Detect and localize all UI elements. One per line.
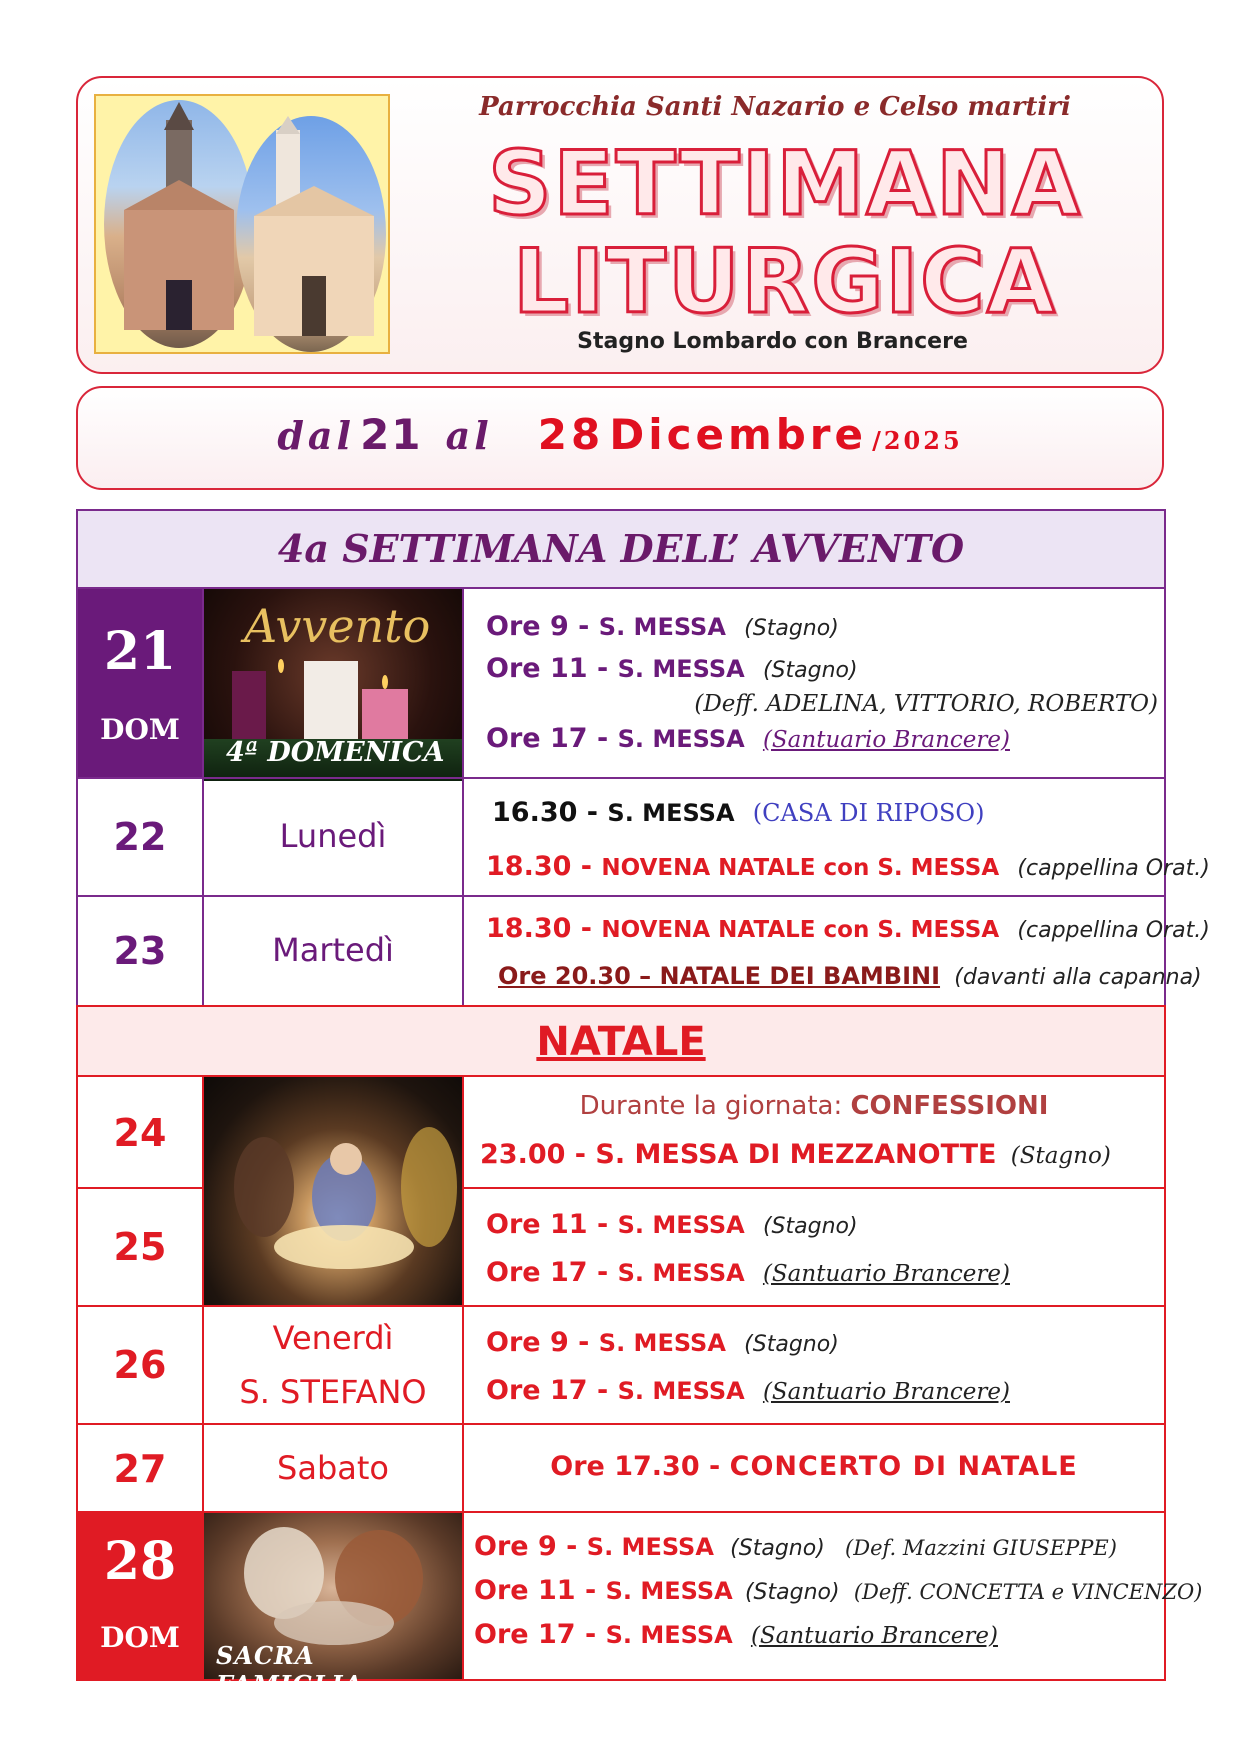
place: (Stagno) xyxy=(1010,1143,1111,1169)
time: Ore 17 xyxy=(474,1619,576,1650)
dash: - xyxy=(699,1451,730,1482)
day-25-number: 25 xyxy=(113,1225,167,1269)
flame-icon xyxy=(278,659,284,673)
day-21-number: 21 xyxy=(103,621,177,682)
dash: - xyxy=(571,851,602,882)
natale-heading-text: NATALE xyxy=(536,1019,706,1065)
place: (davanti alla capanna) xyxy=(954,965,1202,990)
day-24-schedule xyxy=(462,1075,1166,1189)
event: S. MESSA xyxy=(617,1211,745,1239)
dash: - xyxy=(568,611,599,642)
day-28-cell xyxy=(76,1511,204,1681)
candle-2 xyxy=(304,661,358,741)
dash: - xyxy=(587,653,618,684)
time: Ore 11 xyxy=(474,1575,576,1606)
day-23-number: 23 xyxy=(113,929,167,973)
day-23-cell xyxy=(76,895,204,1007)
time: 18.30 xyxy=(486,851,572,882)
flame-icon xyxy=(382,675,388,689)
intentions-note: (Deff. ADELINA, VITTORIO, ROBERTO) xyxy=(694,691,1158,717)
dash: - xyxy=(571,913,602,944)
place: (CASA DI RIPOSO) xyxy=(752,799,985,827)
day-25-schedule xyxy=(462,1187,1166,1307)
time: Ore 9 xyxy=(474,1531,557,1562)
dash: - xyxy=(568,1327,599,1358)
place: (Stagno) xyxy=(744,1580,840,1605)
pre-text: Durante la giornata: xyxy=(579,1091,851,1121)
dash: - xyxy=(577,797,608,828)
advent-image-title: Avvento xyxy=(244,599,431,653)
date-to-word: al xyxy=(445,413,493,458)
event: S. MESSA xyxy=(605,1577,733,1605)
day-26-number: 26 xyxy=(113,1343,167,1387)
day-22-cell xyxy=(76,777,204,897)
day-22-name-cell xyxy=(202,777,464,897)
advent-image-caption: 4ª DOMENICA xyxy=(226,737,445,768)
time: Ore 17.30 xyxy=(550,1451,700,1482)
candle-1 xyxy=(232,671,266,741)
day-24-cell xyxy=(76,1075,204,1189)
event: CONCERTO DI NATALE xyxy=(729,1451,1078,1482)
date-from-day: 21 xyxy=(360,410,423,459)
advent-candles-image xyxy=(202,587,464,779)
intentions-note: (Def. Mazzini GIUSEPPE) xyxy=(845,1536,1117,1560)
time: 16.30 xyxy=(492,797,578,828)
dash: - xyxy=(575,1619,606,1650)
subtitle: Stagno Lombardo con Brancere xyxy=(577,329,968,354)
dash: - xyxy=(575,1575,606,1606)
holy-family-image xyxy=(202,1511,464,1699)
day-27-name-cell xyxy=(202,1423,464,1513)
event: NOVENA NATALE con S. MESSA xyxy=(601,855,1000,881)
day-27-cell xyxy=(76,1423,204,1513)
event: S. MESSA xyxy=(617,1377,745,1405)
event: S. MESSA xyxy=(598,613,726,641)
day-26-schedule xyxy=(462,1305,1166,1425)
day-28-number: 28 xyxy=(103,1531,177,1592)
dash: - xyxy=(556,1531,587,1562)
day-21-cell xyxy=(76,587,204,779)
holy-family-caption: SACRA FAMIGLIA xyxy=(216,1641,364,1699)
day-28-schedule xyxy=(462,1511,1203,1681)
date-month: Dicembre xyxy=(609,410,867,459)
event: S. MESSA xyxy=(586,1533,714,1561)
place: (Santuario Brancere) xyxy=(762,1379,1010,1405)
dash: - xyxy=(565,1139,596,1170)
place: (Santuario Brancere) xyxy=(750,1623,998,1649)
time: Ore 9 xyxy=(486,1327,569,1358)
event: S. MESSA xyxy=(605,1621,733,1649)
day-22-schedule xyxy=(462,777,1210,897)
time: Ore 11 xyxy=(486,653,588,684)
title-line-1: SETTIMANA xyxy=(488,132,1082,235)
place: (Stagno) xyxy=(730,1536,825,1561)
day-27-number: 27 xyxy=(113,1447,167,1491)
time: Ore 17 xyxy=(486,1375,588,1406)
time: 23.00 xyxy=(480,1139,566,1170)
time: 18.30 xyxy=(486,913,572,944)
day-22-dow: Lunedì xyxy=(279,817,387,855)
dash: - xyxy=(587,1375,618,1406)
place: (Stagno) xyxy=(762,658,858,683)
day-26-feast: S. STEFANO xyxy=(239,1373,427,1411)
time: Ore 17 xyxy=(486,723,588,754)
event: S. MESSA xyxy=(617,725,745,753)
date-to-day: 28 xyxy=(537,410,605,459)
place: (Stagno) xyxy=(744,1332,839,1357)
title-line-2: LITURGICA xyxy=(513,230,1057,333)
dash: - xyxy=(587,1209,618,1240)
time: Ore 17 xyxy=(486,1257,588,1288)
churches-photo xyxy=(94,94,390,354)
time: Ore 9 xyxy=(486,611,569,642)
day-27-dow: Sabato xyxy=(277,1449,389,1487)
place: (cappellina Orat.) xyxy=(1017,856,1210,881)
event: S. MESSA xyxy=(617,655,745,683)
day-23-schedule xyxy=(462,895,1210,1007)
day-23-name-cell xyxy=(202,895,464,1007)
event: S. MESSA xyxy=(607,799,735,827)
date-from-word: dal xyxy=(277,413,355,458)
natale-heading xyxy=(76,1005,1166,1077)
place: (cappellina Orat.) xyxy=(1017,918,1210,943)
advent-heading-text: 4a SETTIMANA DELL’ AVVENTO xyxy=(277,526,965,571)
day-25-cell xyxy=(76,1187,204,1307)
place: (Santuario Brancere) xyxy=(762,1261,1010,1287)
nativity-image xyxy=(202,1075,464,1307)
place: (Stagno) xyxy=(744,616,839,641)
day-21-schedule xyxy=(462,587,1166,779)
time: Ore 11 xyxy=(486,1209,588,1240)
event: Ore 20.30 – NATALE DEI BAMBINI xyxy=(498,962,941,990)
place: (Stagno) xyxy=(762,1214,858,1239)
event: CONFESSIONI xyxy=(850,1091,1049,1121)
dash: - xyxy=(587,1257,618,1288)
place: (Santuario Brancere) xyxy=(762,727,1010,753)
dash: - xyxy=(587,723,618,754)
event: S. MESSA xyxy=(617,1259,745,1287)
day-26-name-cell xyxy=(202,1305,464,1425)
event: S. MESSA DI MEZZANOTTE xyxy=(595,1139,997,1170)
day-21-dow: DOM xyxy=(100,713,180,746)
day-27-schedule xyxy=(462,1423,1166,1513)
parish-name: Parrocchia Santi Nazario e Celso martiri xyxy=(479,92,1071,122)
day-24-number: 24 xyxy=(113,1111,167,1155)
intentions-note: (Deff. CONCETTA e VINCENZO) xyxy=(853,1580,1203,1604)
day-26-dow: Venerdì xyxy=(272,1319,394,1357)
event: NOVENA NATALE con S. MESSA xyxy=(601,917,1000,943)
date-range xyxy=(76,410,1164,459)
day-22-number: 22 xyxy=(113,815,167,859)
advent-heading xyxy=(76,509,1166,589)
day-23-dow: Martedì xyxy=(272,931,394,969)
event: S. MESSA xyxy=(598,1329,726,1357)
day-26-cell xyxy=(76,1305,204,1425)
date-year: /2025 xyxy=(872,426,963,455)
day-28-dow: DOM xyxy=(100,1621,180,1654)
